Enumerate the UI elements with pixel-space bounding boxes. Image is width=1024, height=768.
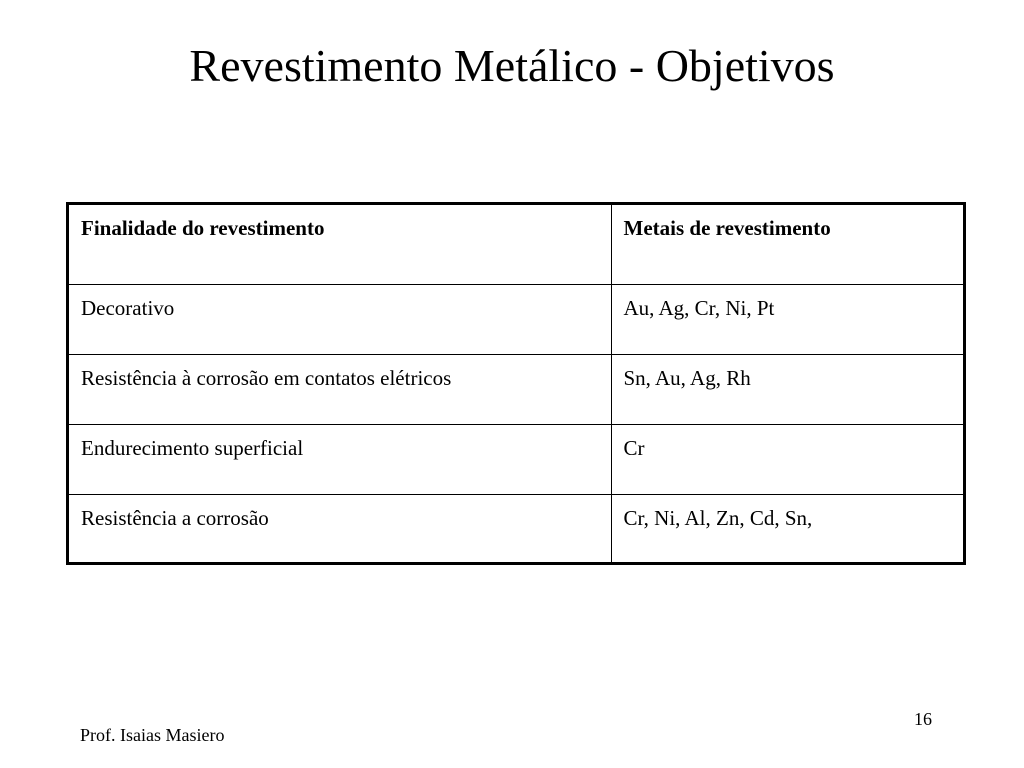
page-number: 16	[914, 709, 932, 729]
header-metals: Metais de revestimento	[611, 205, 963, 284]
cell-purpose: Decorativo	[69, 284, 611, 354]
cell-metals: Sn, Au, Ag, Rh	[611, 354, 963, 424]
table-row	[69, 424, 963, 494]
header-purpose: Finalidade do revestimento	[69, 205, 611, 284]
cell-purpose: Resistência à corrosão em contatos elétricos	[69, 354, 611, 424]
coating-table	[66, 202, 966, 565]
table	[69, 205, 963, 564]
cell-purpose: Endurecimento superficial	[69, 424, 611, 494]
table-row	[69, 354, 963, 424]
page-title: Revestimento Metálico - Objetivos	[189, 40, 835, 91]
table-header-row	[69, 205, 963, 284]
table-row	[69, 494, 963, 564]
cell-metals: Au, Ag, Cr, Ni, Pt	[611, 284, 963, 354]
cell-purpose: Resistência a corrosão	[69, 494, 611, 564]
footer-author: Prof. Isaias Masiero	[80, 725, 225, 745]
cell-metals: Cr	[611, 424, 963, 494]
table-row	[69, 284, 963, 354]
cell-metals: Cr, Ni, Al, Zn, Cd, Sn,	[611, 494, 963, 564]
